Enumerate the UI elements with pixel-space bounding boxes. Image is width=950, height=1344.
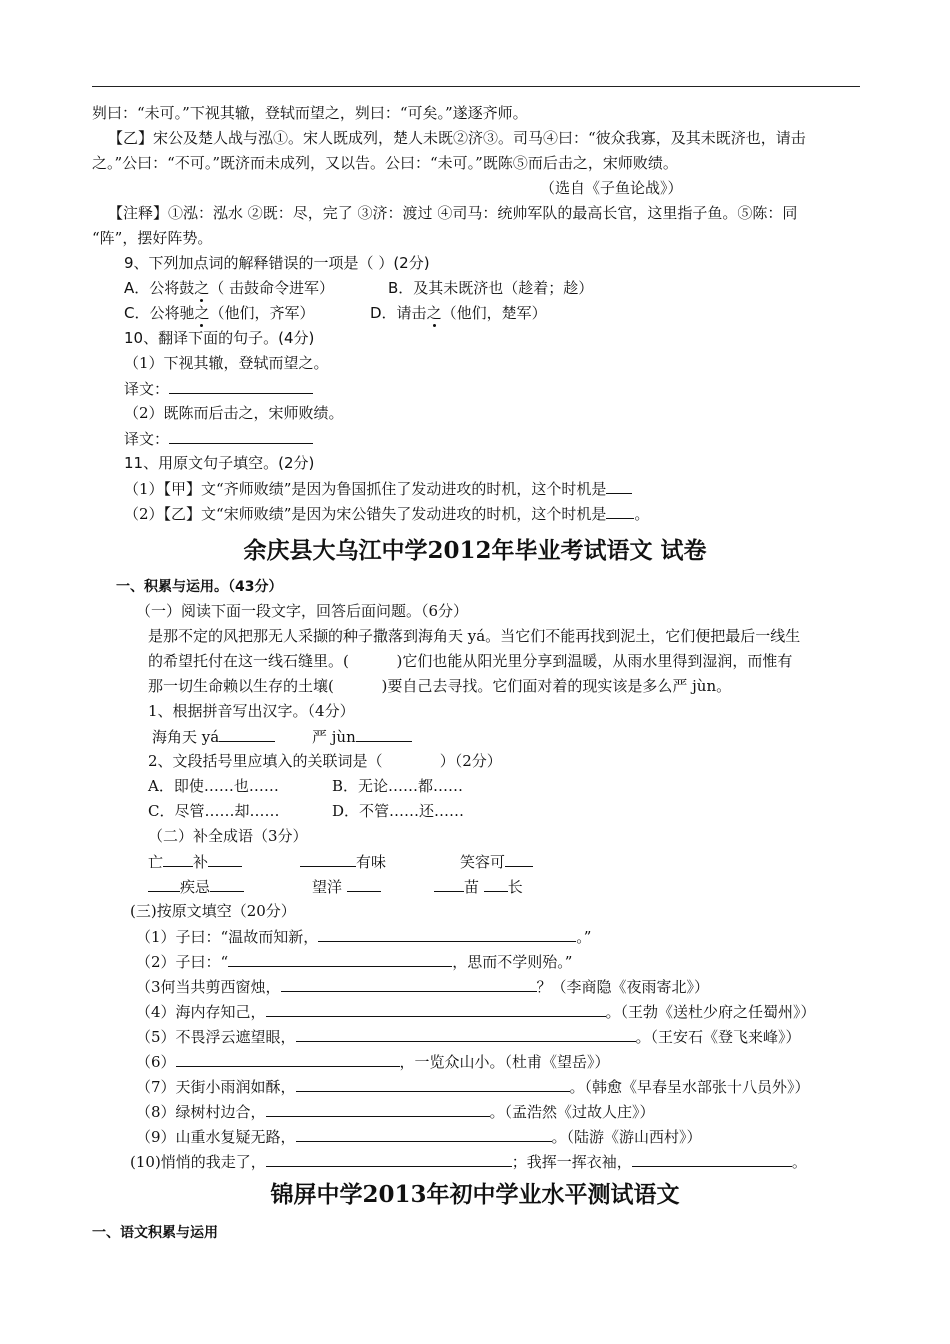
fill-item: （2）子曰：“ ，思而不学则殆。” [136,953,573,971]
answer-blank[interactable] [606,479,632,494]
answer-blank[interactable] [296,1027,636,1042]
fill-item: （5）不畏浮云遮望眼， 。（王安石《登飞来峰》） [136,1028,801,1046]
answer-blank[interactable] [208,852,242,867]
fill-item: （9）山重水复疑无路， 。（陆游《游山西村》） [136,1128,702,1146]
notes-line: “阵”，摆好阵势。 [92,229,213,247]
idiom-item: 有味 [300,852,386,871]
part-heading: (三)按原文填空（20分） [130,902,296,920]
pinyin-item: 海角天 yá [152,727,275,746]
answer-blank[interactable] [347,877,381,892]
idiom-item: 望洋 [312,877,381,896]
question: 2、文段括号里应填入的关联词是（ ）（2分） [148,752,502,770]
notes-tag: 【注释】 [108,204,169,222]
answer-blank[interactable] [434,877,464,892]
answer-blank[interactable] [169,379,313,394]
answer-blank[interactable] [228,952,452,967]
answer-blank[interactable] [606,504,634,519]
fill-item: （4）海内存知己， 。（王勃《送杜少府之任蜀州》） [136,1003,816,1021]
answer-blank[interactable] [296,1077,570,1092]
q9-option-a: A．公将鼓之（ 击鼓命令进军） [124,279,335,297]
idiom-item: 疾忌 [148,877,244,896]
passage-line: 之。”公曰：“不可。”既济而未成列，又以告。公曰：“未可。”既陈⑤而后击之，宋师败绩。 [92,154,678,172]
exam-title: 余庆县大乌江中学2012年毕业考试语文 试卷 [243,537,707,564]
paragraph-line: 那一切生命赖以生存的土壤( )要自己去寻找。它们面对着的现实该是多么严 jùn。 [148,677,732,695]
option-b: B．无论……都…… [332,777,464,795]
header-rule [92,86,860,87]
answer-blank[interactable] [505,852,533,867]
fill-item: （7）天街小雨润如酥， 。（韩愈《早春呈水部张十八员外》） [136,1078,810,1096]
passage-source: （选自《子鱼论战》） [540,179,683,197]
q9-option-c: C．公将驰之（他们，齐军） [124,304,315,322]
fill-item: （6） ，一览众山小。（杜甫《望岳》） [136,1053,610,1071]
q9-option-b: B．及其未既济也（趁着；趁） [388,279,594,297]
answer-blank[interactable] [169,429,313,444]
passage-line: 【乙】宋公及楚人战与泓①。宋人既成列，楚人未既②济③。司马④曰：“彼众我寡，及其未既济也，请击 [108,129,806,147]
pinyin-item: 严 jùn [312,727,412,746]
idiom-item: 笑容可 [460,852,533,871]
q10-answer-2: 译文： [124,429,313,448]
question-9: 9、下列加点词的解释错误的一项是（ ）(2分) [124,254,430,272]
answer-blank[interactable] [632,1152,792,1167]
answer-blank[interactable] [148,877,180,892]
q9-option-d: D．请击之（他们，楚军） [370,304,547,322]
idiom-item: 亡 补 [148,852,242,871]
notes-line: 【注释】①泓：泓水 ②既：尽，完了 ③济：渡过 ④司马：统帅军队的最高长官，这里指子鱼。⑤陈：同 [108,204,798,222]
yi-tag: 【乙】 [108,129,154,147]
section-heading: 一、语文积累与运用 [92,1225,218,1241]
answer-blank[interactable] [296,1127,552,1142]
part-heading: （一）阅读下面一段文字，回答后面问题。（6分） [136,602,469,620]
q10-sentence-1: （1）下视其辙，登轼而望之。 [124,354,329,372]
part-heading: （二）补全成语（3分） [148,827,308,845]
answer-blank[interactable] [318,927,576,942]
question-11: 11、用原文句子填空。(2分) [124,454,315,472]
answer-blank[interactable] [219,727,275,742]
dotted-char: 之 [194,279,210,297]
option-d: D．不管……还…… [332,802,465,820]
passage-line: 刿曰：“未可。”下视其辙，登轼而望之，刿曰：“可矣。”遂逐齐师。 [92,104,528,122]
idiom-item: 苗 长 [434,877,523,896]
fill-item: (10)悄悄的我走了， ；我挥一挥衣袖， 。 [130,1153,807,1171]
fill-item: （3何当共剪西窗烛， ？（李商隐《夜雨寄北》） [136,978,710,996]
question-10: 10、翻译下面的句子。(4分) [124,329,315,347]
exam-title: 锦屏中学2013年初中学业水平测试语文 [270,1181,680,1208]
q11-item-2: （2）【乙】文“宋师败绩”是因为宋公错失了发动进攻的时机，这个时机是 。 [124,505,650,523]
answer-blank[interactable] [266,1102,490,1117]
fill-item: （1）子曰：“温故而知新， 。” [136,928,592,946]
option-a: A．即使……也…… [148,777,279,795]
answer-blank[interactable] [356,727,412,742]
section-heading: 一、积累与运用。（43分） [116,579,283,595]
option-c: C．尽管……却…… [148,802,280,820]
answer-blank[interactable] [266,1002,606,1017]
paragraph-line: 的希望托付在这一线石缝里。( )它们也能从阳光里分享到温暖，从雨水里得到湿润，而惟有 [148,652,793,670]
dotted-char: 之 [194,304,210,322]
answer-blank[interactable] [210,877,244,892]
answer-blank[interactable] [484,877,508,892]
answer-blank[interactable] [300,852,356,867]
q11-item-1: （1）【甲】文“齐师败绩”是因为鲁国抓住了发动进攻的时机，这个时机是 [124,479,632,498]
answer-blank[interactable] [266,1152,512,1167]
q10-answer-1: 译文： [124,379,313,398]
answer-blank[interactable] [176,1052,400,1067]
q10-sentence-2: （2）既陈而后击之，宋师败绩。 [124,404,344,422]
fill-item: （8）绿树村边合， 。（孟浩然《过故人庄》） [136,1103,655,1121]
dotted-char: 之 [426,304,442,322]
paragraph-line: 是那不定的风把那无人采撷的种子撒落到海角天 yá。当它们不能再找到泥土，它们便把最后一线生 [148,627,801,645]
answer-blank[interactable] [163,852,193,867]
answer-blank[interactable] [281,977,537,992]
question: 1、根据拼音写出汉字。（4分） [148,702,355,720]
